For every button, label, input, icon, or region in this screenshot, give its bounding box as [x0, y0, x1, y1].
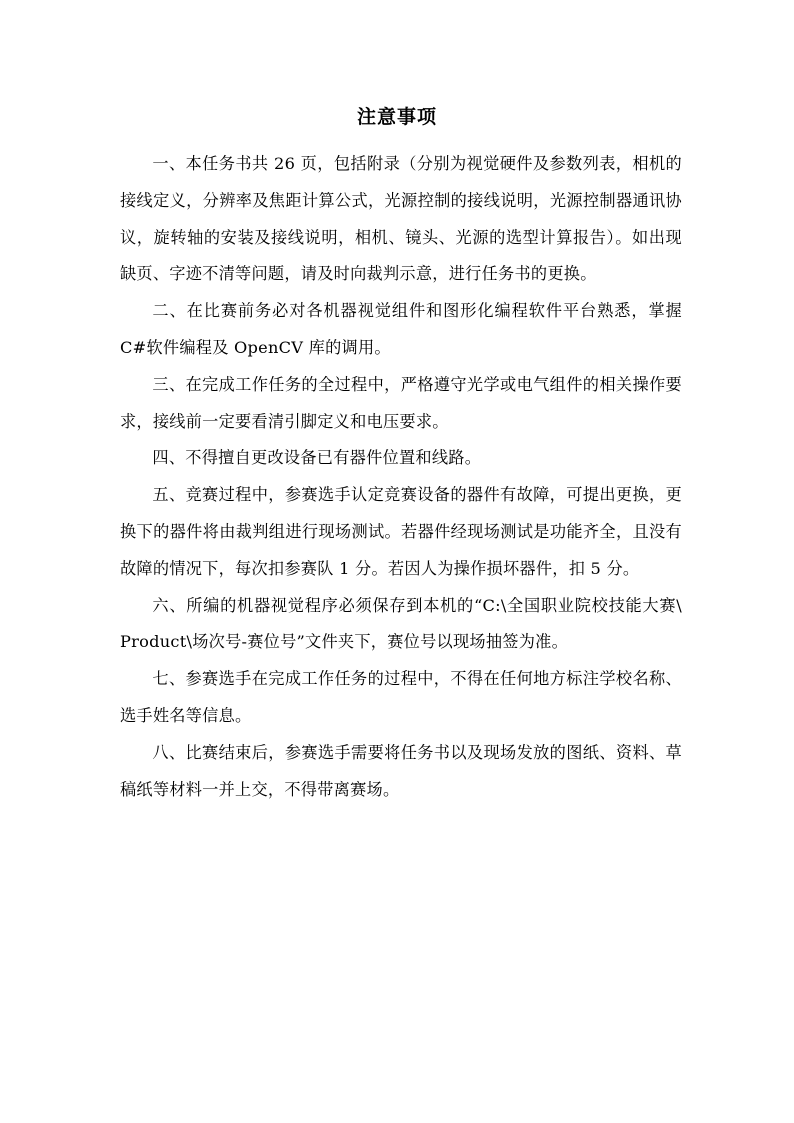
notice-item-3: 三、在完成工作任务的全过程中，严格遵守光学或电气组件的相关操作要求，接线前一定要看清引脚定义和电压要求。: [120, 374, 682, 431]
notice-item-6: 六、所编的机器视觉程序必须保存到本机的“C:\全国职业院校技能大赛\ Product\场次号-赛位号”文件夹下，赛位号以现场抽签为准。: [120, 595, 682, 652]
notice-item-5: 五、竞赛过程中，参赛选手认定竞赛设备的器件有故障，可提出更换，更换下的器件将由裁判组进行现场测试。若器件经现场测试是功能齐全，且没有故障的情况下，每次扣参赛队 1 分。若因人为操作损坏器件，扣 5 分。: [120, 485, 682, 578]
notice-item-8: 八、比赛结束后，参赛选手需要将任务书以及现场发放的图纸、资料、草稿纸等材料一并上交，不得带离赛场。: [120, 742, 682, 799]
notice-item-1: 一、本任务书共 26 页，包括附录（分别为视觉硬件及参数列表，相机的接线定义，分辨率及焦距计算公式，光源控制的接线说明，光源控制器通讯协议，旋转轴的安装及接线说明，相机、镜头、光源的选型计算报告）。如出现缺页、字迹不清等问题，请及时向裁判示意，进行任务书的更换。: [120, 154, 682, 284]
notice-item-7: 七、参赛选手在完成工作任务的过程中，不得在任何地方标注学校名称、选手姓名等信息。: [120, 669, 682, 725]
page-title: 注意事项: [356, 106, 437, 128]
notice-body: [120, 146, 682, 808]
notice-item-2: 二、在比赛前务必对各机器视觉组件和图形化编程软件平台熟悉，掌握 C#软件编程及 OpenCV 库的调用。: [120, 301, 682, 357]
notice-item-4: 四、不得擅自更改设备已有器件位置和线路。: [152, 448, 482, 468]
